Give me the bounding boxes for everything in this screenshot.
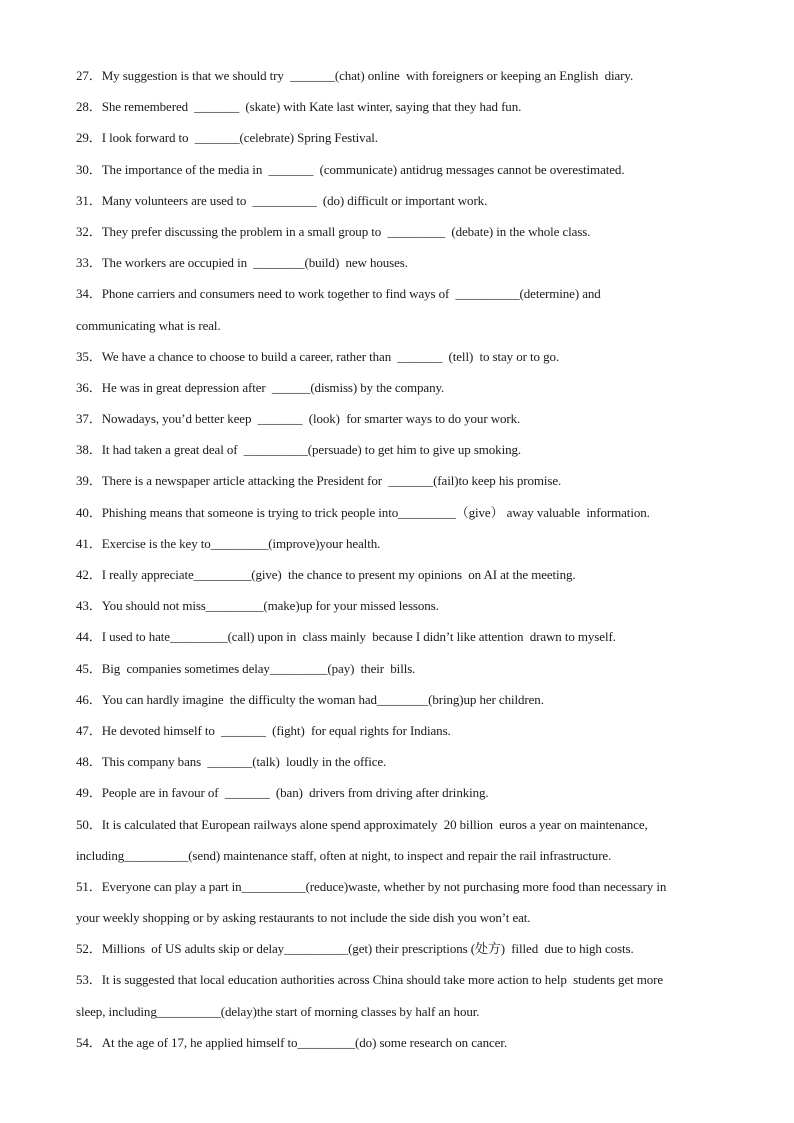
exercise-line: 46．You can hardly imagine the difficulty the woman had________(bring)up her children. — [76, 691, 544, 707]
exercise-line: 52．Millions of US adults skip or delay__________(get) their prescriptions (处方) filled due to high costs. — [76, 941, 634, 957]
exercise-line: 48．This company bans _______(talk) loudly in the office. — [76, 754, 387, 770]
exercise-line: 38．It had taken a great deal of __________(persuade) to get him to give up smoking. — [76, 442, 522, 458]
exercise-line: 33．The workers are occupied in ________(build) new houses. — [76, 255, 408, 271]
exercise-line: 40．Phishing means that someone is trying to trick people into_________（give） away valuable information. — [76, 504, 650, 520]
exercise-line: 44．I used to hate_________(call) upon in class mainly because I didn’t like attention drawn to myself. — [76, 629, 616, 645]
exercise-line-continued: communicating what is real. — [76, 317, 221, 333]
exercise-line: 42．I really appreciate_________(give) the chance to present my opinions on AI at the meeting. — [76, 567, 576, 582]
exercise-line: 50．It is calculated that European railways alone spend approximately 20 billion euros a year on maintenance, — [76, 816, 648, 832]
exercise-line: 29．I look forward to _______(celebrate) Spring Festival. — [76, 130, 378, 146]
exercise-line: 49．People are in favour of _______ (ban) drivers from driving after drinking. — [76, 785, 489, 801]
exercise-line: 51．Everyone can play a part in__________(reduce)waste, whether by not purchasing more food than necessary in — [76, 878, 667, 894]
exercise-line-continued: sleep, including__________(delay)the start of morning classes by half an hour. — [76, 1003, 480, 1019]
exercise-line-continued: your weekly shopping or by asking restaurants to not include the side dish you won’t eat. — [76, 910, 531, 926]
exercise-list — [76, 66, 726, 1064]
exercise-line: 39．There is a newspaper article attacking the President for _______(fail)to keep his promise. — [76, 473, 562, 489]
exercise-line: 34．Phone carriers and consumers need to work together to find ways of __________(determine) and — [76, 286, 601, 302]
exercise-line: 53．It is suggested that local education authorities across China should take more action to help students get more — [76, 972, 664, 988]
exercise-line: 28．She remembered _______ (skate) with Kate last winter, saying that they had fun. — [76, 99, 522, 115]
exercise-line: 41．Exercise is the key to_________(improve)your health. — [76, 535, 381, 551]
exercise-line: 32．They prefer discussing the problem in a small group to _________ (debate) in the whole class. — [76, 223, 591, 239]
exercise-line: 54．At the age of 17, he applied himself to_________(do) some research on cancer. — [76, 1034, 507, 1050]
exercise-line: 37．Nowadays, you’d better keep _______ (look) for smarter ways to do your work. — [76, 411, 521, 427]
exercise-line: 43．You should not miss_________(make)up for your missed lessons. — [76, 598, 439, 614]
exercise-line: 31．Many volunteers are used to __________ (do) difficult or important work. — [76, 192, 488, 208]
exercise-line: 47．He devoted himself to _______ (fight) for equal rights for Indians. — [76, 722, 451, 738]
exercise-line: 36．He was in great depression after ______(dismiss) by the company. — [76, 379, 445, 395]
exercise-line: 30．The importance of the media in _______ (communicate) antidrug messages cannot be overestimated. — [76, 161, 625, 177]
exercise-line: 45．Big companies sometimes delay_________(pay) their bills. — [76, 660, 416, 676]
exercise-line: 27．My suggestion is that we should try _______(chat) online with foreigners or keeping an English diary. — [76, 68, 634, 83]
exercise-line-continued: including__________(send) maintenance staff, often at night, to inspect and repair the rail infrastructure. — [76, 847, 612, 863]
exercise-line: 35．We have a chance to choose to build a career, rather than _______ (tell) to stay or to go. — [76, 348, 560, 364]
